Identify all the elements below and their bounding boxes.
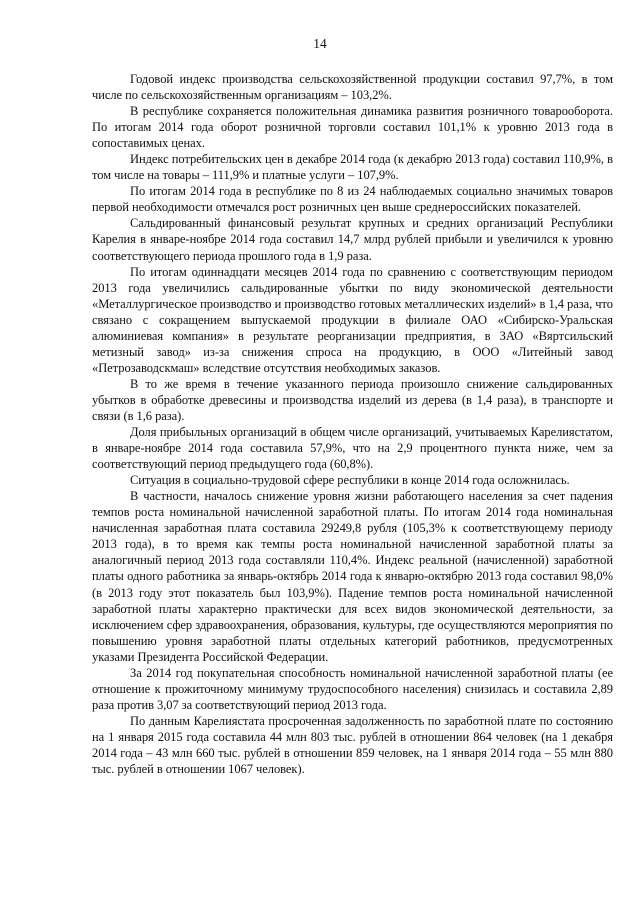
paragraph-wage-arrears: По данным Карелиястата просроченная задолженность по заработной плате по состоянию на 1 января 2015 года составила 44 млн 803 тыс. рублей в отношении 864 человек (на 1 декабря 2014 года – 43 млн 660 тыс. рублей в отношении 859 человек, на 1 января 2014 года – 55 млн 880 тыс. рублей в отношении 1067 человек). [92,713,613,777]
page-number: 14 [313,36,327,51]
paragraph-retail-prices: По итогам 2014 года в республике по 8 из 24 наблюдаемых социально значимых товаров первой необходимости отмечался рост розничных цен выше среднероссийских показателей. [92,184,613,215]
paragraph-profitable-share: Доля прибыльных организаций в общем числе организаций, учитываемых Карелиястатом, в январе-ноябре 2014 года составила 57,9%, что на 2,9 процентного пункта ниже, чем за соответствующий период предыдущего года (60,8%). [92,425,613,472]
paragraph-agriculture-index: Годовой индекс производства сельскохозяйственной продукции составил 97,7%, в том числе по сельскохозяйственным организациям – 103,2%. [92,72,613,103]
paragraph-purchasing-power: За 2014 год покупательная способность номинальной начисленной заработной платы (ее отношение к прожиточному минимуму трудоспособного населения) снизилась и составила 2,89 раза против 3,07 за соответствующий период 2013 года. [92,665,613,712]
paragraph-losses-decrease: В то же время в течение указанного периода произошло снижение сальдированных убытков в обработке древесины и производства изделий из дерева (в 1,4 раза), в транспорте и связи (в 1,6 раза). [92,376,613,423]
paragraph-wages: В частности, началось снижение уровня жизни работающего населения за счет падения темпов роста номинальной начисленной заработной платы. По итогам 2014 года номинальная начисленная заработная плата составила 29249,8 рубля (105,3% к соответствующему периоду 2013 года), в то время как темпы роста номинальной начисленной заработной платы за аналогичный период 2013 года составляли 110,4%. Индекс реальной (начисленной) заработной платы одного работника за январь-октябрь 2014 года к январю-октябрю 2013 года составил 98,0% (в 2013 году этот показатель был 103,9%). Падение темпов роста номинальной начисленной заработной платы характерно практически для всех видов экономической деятельности, за исключением сфер здравоохранения, образования, культуры, где осуществляются мероприятия по повышению уровня заработной платы отдельных категорий работников, предусмотренных указами Президента Российской Федерации. [92,489,613,664]
paragraph-financial-result: Сальдированный финансовый результат крупных и средних организаций Республики Карелия в январе-ноябре 2014 года составил 14,7 млрд рублей прибыли и увеличился к уровню соответствующего периода прошлого года в 1,9 раза. [92,216,613,263]
paragraph-consumer-price-index: Индекс потребительских цен в декабре 2014 года (к декабрю 2013 года) составил 110,9%, в том числе на товары – 111,9% и платные услуги – 107,9%. [92,152,613,183]
document-body [92,71,613,777]
paragraph-metallurgy-losses: По итогам одиннадцати месяцев 2014 года по сравнению с соответствующим периодом 2013 года увеличились сальдированные убытки по виду экономической деятельности «Металлургическое производство и производство готовых металлических изделий» в 1,4 раза, что связано с сокращением выпускаемой продукции в филиале ОАО «Сибирско-Уральская алюминиевая компания» в результате реорганизации предприятия, в ЗАО «Вяртсильский метизный завод» из-за снижения спроса на продукцию, в ООО «Литейный завод «Петрозаводскмаш» вследствие отсутствия необходимых заказов. [92,264,613,375]
paragraph-retail-turnover: В республике сохраняется положительная динамика развития розничного товарооборота. По итогам 2014 года оборот розничной торговли составил 101,1% к уровню 2013 года в сопоставимых ценах. [92,104,613,151]
paragraph-social-labor: Ситуация в социально-трудовой сфере республики в конце 2014 года осложнилась. [130,473,570,488]
